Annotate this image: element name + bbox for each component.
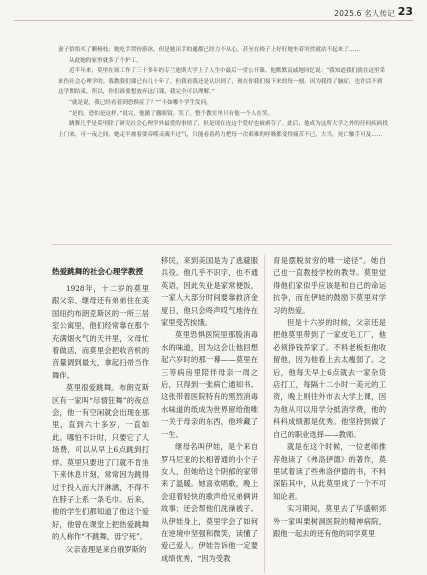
body-paragraph: 实习期间，莫里去了华盛顿郊外一家叫栗树洞医院的精神病院，跟他一起去的还有他的同学莫里	[273, 504, 386, 538]
column-rule	[264, 255, 265, 573]
body-paragraph: 继母名叫伊娃，是个来自罗马尼亚的长相普通的小个子女人，但她给这个阴郁的家带来了温暖。她喜欢唱歌，晚上会迎着轻快的歌声给兄弟俩讲故事；还会帮他们洗澡被子。从伊娃身上，莫里学会了如何在逆境中坚强和微笑，读懂了爱己爱人。伊娃告诉他一定要成绩优秀，“因为受教	[161, 442, 258, 563]
quote-paragraph: 从此她的家里就多了个护工。	[69, 57, 142, 64]
quote-paragraph: “就是说，我已经看着到恐惧症了？”“不如哪个学生发问。	[69, 99, 212, 106]
quote-paragraph: 妻子恰恰买了颗榜枝；她吃手贸扮游冰，但是她出手的邀都已经力不从心，甚至在椅子上好好地坐着突然就站不起来了……	[58, 47, 361, 53]
quote-paragraph: “是的，恐怕是这样，”说完，他撤了撤眼镜。笑了。整个教室里只有他一个人在笑。	[69, 110, 274, 117]
section-heading: 热爱跳舞的社会心理学教授	[52, 267, 144, 276]
quote-paragraph: 近半年来，莫里在领工作了三十多年的专兰迪斯大学上了人生中最后一堂公开课。他默默哀戚地回忆说：“我知道我们就在这里采来伤社会心理学的。我教我们课已有几十年了，但我看我还是认识到了，现在你我们接下来的每一刻，因为我得了脑症，也许活不到这学期结束。所以，你们谁要想放弃这门课，我完全可以理解。”	[58, 68, 386, 96]
body-paragraph: 育是摆脱贫穷的唯一途径”。她自己也一直教授学校的教导。莫里觉得他们家似乎应该是和自己的命运抗争，而在伊娃的鼓励下莫里对学习的热爱。	[273, 256, 386, 315]
quoted-continuation	[58, 45, 388, 140]
body-paragraph: 就是在这个时候，一位老师推荐他读了《弗洛伊德》的著作，莫里试着读了些弗洛伊德的书，不料深陷其中，从此莫里成了一个不可知论者。	[273, 442, 386, 501]
body-column-2	[161, 255, 258, 565]
body-paragraph: 莫里恐惧医院里那股消毒水的味道，因为这会让他回想起六岁时的那一幕——莫里在三等病房里陪伴母亲一周之后，只得到一张病亡通知书。这张带着医院特有的黑烈消毒水味道的纸成为世界留给他唯一关于母亲的东西，他珍藏了一生。	[161, 330, 258, 439]
body-paragraph: 1928年，十二岁的莫里跟父亲、继母还有弟弟住在美国纽约布朗克斯区的一所三居室公寓里，他们经常靠在那个充满烟火气的天井里，父母忙着做活，而莫里会把收音机的音量调到最大，拿起扫帚当作舞伴。	[52, 284, 149, 380]
body-paragraph: 莫里很爱跳舞。布朗克斯区有一家叫“尽情狂舞”的夜总会，他一有空闲就会出现在那里，直到六十多岁，一直如此。哪怕不计时，只要它了人场费，可以从早上6点跳到打烊。莫里只要进了门就不肯坐下来休息片刻，常常因为跳得过于投入而大汗淋漓，不得不在脖子上系一条毛巾。后来，他的学生们都知道了他这个爱好，他曾在课堂上把热爱跳舞的人称作“不跳舞，毋宁死”。	[52, 383, 149, 542]
body-paragraph: 父亲查理是来自俄罗斯的	[66, 544, 147, 554]
page-number: 23	[397, 5, 413, 18]
header-rule	[14, 20, 413, 21]
body-column-1	[52, 283, 149, 556]
quote-paragraph: 跳舞几乎是莫里除了研究社会心理学外最爱的事情了，但是现在连这个爱好也被剥夺了。此后，他成为这所大学之外的任何疾病找上门来，可一夜之间，她走半被着要吞噬灵魂不过气，只能看着药力把每一次艰难的呼吸都变得痛苦不已，大当，死亡触手可及……	[58, 121, 388, 138]
body-paragraph: 但是十六岁的时候，父亲还是把他莫里带到了一家皮毛工厂，他必须挣钱养家了。不料老板拒他收留他，因为他看上去太瘦弱了。之后，他每天早上6点就去一家杂货店打工，每隔十二小时一美元的工资，晚上则往外市去大学上课，因为他从可以用学分抵消学费，他的科科成绩都是优秀。他坚持到做了自己的职业选择——教师。	[273, 318, 386, 439]
body-paragraph: 移民，来到美国是为了逃避服兵役。他几乎不识字，也不通英语，因此失业是家常便饭，一家人大部分时间要靠救济金度日，他只会咚声哎气地待在家里受苦挨饿。	[161, 256, 258, 328]
section-divider	[52, 244, 392, 245]
body-column-3	[273, 255, 386, 540]
issue-label: 2025.6 名人传记	[334, 9, 395, 18]
